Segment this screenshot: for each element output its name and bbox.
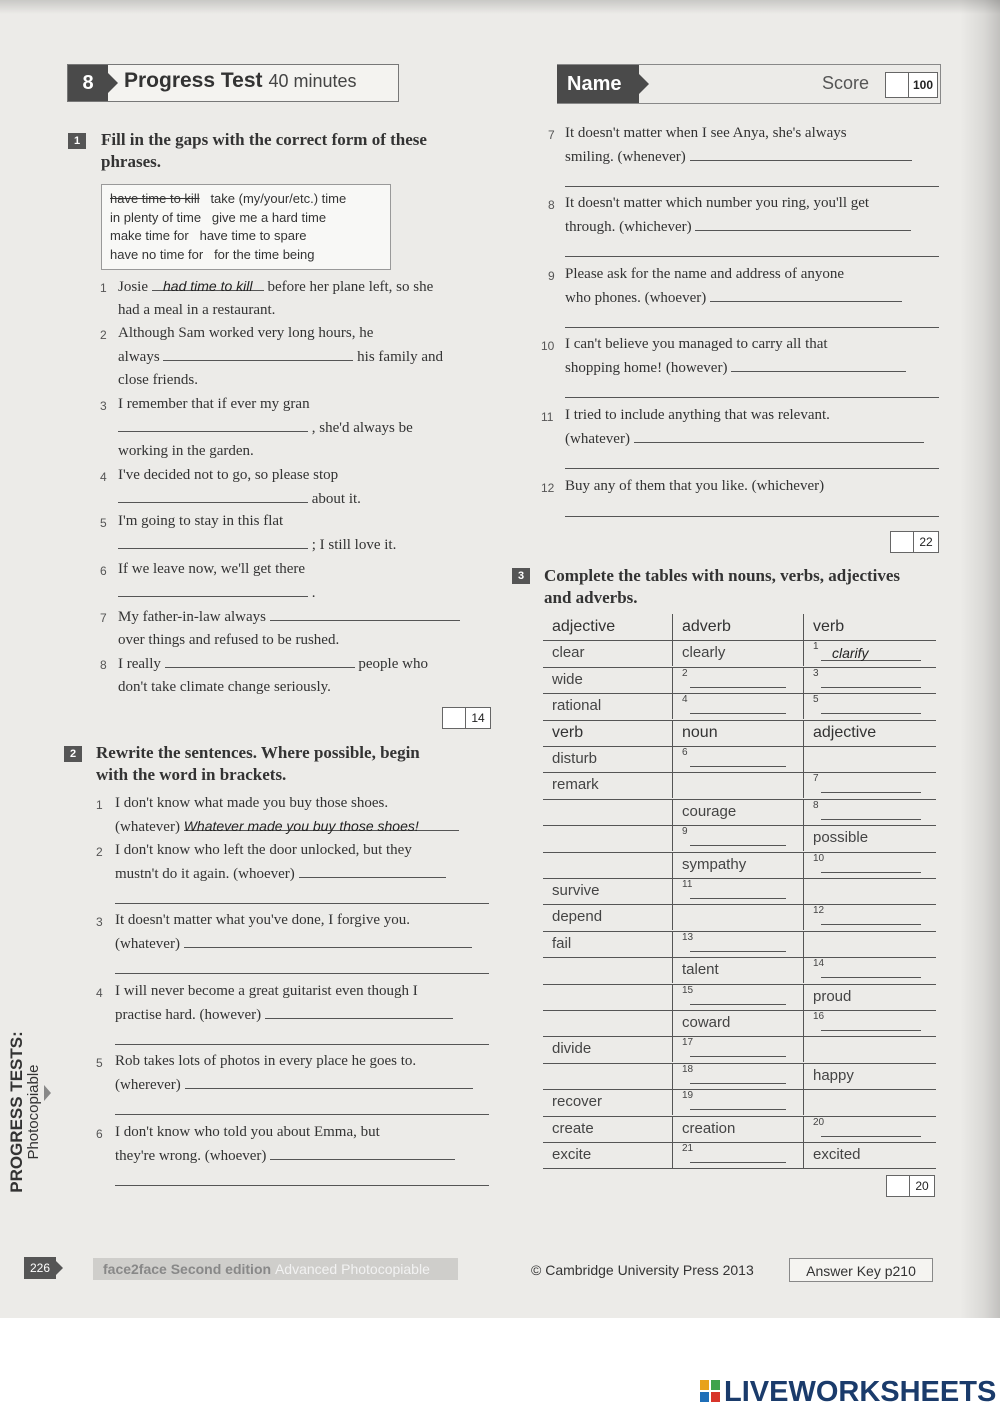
section-1-badge: 1: [68, 133, 86, 149]
section-2-score-total: 22: [913, 531, 939, 553]
table-cell: [803, 1089, 936, 1115]
answer-key-link[interactable]: Answer Key p210: [789, 1258, 933, 1282]
table-cell: [672, 1010, 802, 1036]
gap-number: 21: [682, 1143, 694, 1154]
gap-number: 11: [682, 879, 693, 890]
item-number: 2: [100, 328, 107, 342]
answer-field[interactable]: [821, 792, 921, 793]
table-row: [543, 878, 936, 905]
s2-item-7: It doesn't matter when I see Anya, she's always smiling. (whenever): [565, 122, 912, 169]
item-number: 4: [100, 470, 107, 484]
table-cell-text: remark: [552, 776, 599, 794]
gap-number: 17: [682, 1037, 694, 1049]
answer-field[interactable]: [821, 687, 921, 688]
test-duration: 40 minutes: [268, 71, 357, 91]
gap-number: 19: [682, 1090, 694, 1102]
s1-item-4: I've decided not to go, so please stop about it.: [118, 467, 361, 507]
s2-item-1: I don't know what made you buy those shoes. (whatever) Whatever made you buy those shoes!: [115, 792, 459, 839]
item-number: 5: [100, 516, 107, 530]
table-cell-text: excited: [813, 1146, 861, 1163]
s2-item-9: Please ask for the name and address of anyone who phones. (whoever): [565, 263, 902, 310]
brand-bar: face2face Second edition Advanced Photocopiable: [93, 1258, 458, 1280]
table-cell-text: talent: [682, 961, 719, 979]
example-answer: clarify: [832, 645, 869, 662]
item-number: 4: [96, 986, 103, 1000]
table-row: [543, 1010, 936, 1037]
table-header-cell: verb: [803, 614, 936, 640]
gap-number: 12: [813, 905, 825, 917]
answer-field[interactable]: [118, 487, 308, 503]
answer-field[interactable]: [184, 932, 472, 948]
table-row: [543, 931, 936, 958]
table-row: [543, 693, 936, 720]
table-cell: [543, 799, 671, 825]
table-cell: [672, 825, 802, 851]
table-cell: [803, 825, 936, 851]
page-shadow-edge: [960, 0, 1000, 1318]
item-number: 8: [548, 198, 555, 212]
table-cell: [543, 1010, 671, 1036]
table-cell: [543, 667, 671, 693]
answer-field[interactable]: [690, 1056, 786, 1057]
table-cell-text: depend: [552, 908, 603, 926]
answer-field[interactable]: had time to kill: [152, 275, 264, 291]
answer-field[interactable]: [690, 1162, 786, 1163]
answer-line[interactable]: [115, 1114, 489, 1115]
name-score-header: [557, 64, 941, 104]
table-cell-text: divide: [552, 1040, 592, 1058]
s1-item-2: Although Sam worked very long hours, he always his family and close friends.: [118, 325, 443, 388]
answer-line[interactable]: [565, 256, 939, 257]
table-cell: [803, 931, 936, 957]
table-cell: [672, 799, 802, 825]
gap-number: 10: [813, 852, 825, 864]
table-cell: [543, 1142, 671, 1168]
phrase: have time to spare: [199, 228, 307, 243]
table-cell: [543, 1089, 671, 1115]
answer-field[interactable]: [690, 145, 912, 161]
score-label: Score: [822, 73, 870, 93]
item-number: 6: [96, 1127, 103, 1141]
liveworksheets-watermark: LIVEWORKSHEETS: [724, 1376, 997, 1408]
section-2-instruction: Rewrite the sentences. Where possible, begin with the word in brackets.: [96, 743, 420, 784]
gap-number: 8: [813, 799, 819, 811]
liveworksheets-logo-icon: [700, 1380, 720, 1402]
s2-item-12: Buy any of them that you like. (whichever): [565, 478, 825, 494]
table-cell-text: courage: [682, 802, 737, 820]
table-cell-text: excite: [552, 1146, 592, 1163]
answer-field[interactable]: [690, 766, 786, 767]
phrase: for the time being: [214, 246, 315, 262]
table-cell-text: happy: [813, 1066, 854, 1084]
answer-field[interactable]: [118, 416, 308, 432]
table-cell: [672, 957, 802, 983]
table-row: [543, 957, 936, 984]
answer-field[interactable]: [731, 356, 906, 372]
table-cell: [803, 904, 936, 930]
section-3-score-input[interactable]: [886, 1175, 910, 1197]
section-1-score-input[interactable]: [442, 707, 466, 729]
item-number: 5: [96, 1056, 103, 1070]
phrase: take (my/your/etc.) time: [210, 191, 347, 206]
table-cell-text: coward: [682, 1014, 731, 1031]
item-number: 7: [100, 611, 107, 625]
table-cell: [672, 640, 802, 666]
answer-field[interactable]: [690, 845, 786, 846]
table-cell: [672, 878, 802, 904]
table-cell: [803, 957, 936, 983]
table-cell: [543, 640, 671, 666]
gap-number: 18: [682, 1063, 694, 1075]
table-cell-text: creation: [682, 1119, 736, 1137]
table-row: [543, 1116, 936, 1143]
table-cell: [672, 693, 802, 719]
table-cell: [672, 904, 802, 930]
answer-line[interactable]: [565, 327, 939, 328]
answer-field[interactable]: [690, 713, 786, 714]
answer-field[interactable]: [690, 1083, 786, 1084]
table-row: [543, 640, 936, 667]
phrase: in plenty of time: [110, 209, 202, 225]
answer-field[interactable]: [710, 286, 902, 302]
answer-field[interactable]: [821, 977, 921, 978]
phrase: have no time for: [110, 246, 204, 262]
phrase: give me a hard time: [211, 209, 327, 225]
gap-number: 9: [682, 826, 688, 838]
page-number: 226: [24, 1257, 56, 1279]
phrase: make time for: [110, 228, 189, 243]
item-number: 10: [541, 339, 555, 353]
answer-field[interactable]: [185, 1073, 473, 1089]
copyright: © Cambridge University Press 2013: [531, 1262, 754, 1278]
table-cell: [672, 1036, 802, 1062]
answer-line[interactable]: [565, 186, 939, 187]
table-header-row: [543, 720, 936, 747]
test-header: [67, 64, 399, 102]
table-cell: [543, 1116, 671, 1142]
item-number: 3: [96, 915, 103, 929]
answer-field[interactable]: [270, 1144, 455, 1160]
table-cell: [672, 1142, 802, 1168]
table-cell-text: rational: [552, 697, 602, 715]
item-number: 8: [100, 658, 107, 672]
answer-field[interactable]: Whatever made you buy those shoes!: [184, 815, 459, 831]
gap-number: 2: [682, 667, 688, 679]
answer-field[interactable]: [163, 345, 353, 361]
answer-line[interactable]: [565, 516, 939, 517]
table-row: [543, 852, 936, 879]
table-cell: [543, 693, 671, 719]
s2-item-10: I can't believe you managed to carry all that shopping home! (however): [565, 333, 906, 380]
page-shadow-top: [0, 0, 1000, 14]
gap-number: 6: [682, 747, 688, 758]
section-3-instruction: Complete the tables with nouns, verbs, adjectives and adverbs.: [544, 566, 901, 607]
table-header-cell: adjective: [552, 618, 616, 635]
s2-item-2: I don't know who left the door unlocked, but they mustn't do it again. (whoever): [115, 839, 446, 886]
table-cell-text: possible: [813, 829, 869, 847]
item-number: 1: [96, 798, 103, 812]
answer-field[interactable]: [299, 862, 446, 878]
section-2-score-input[interactable]: [890, 531, 914, 553]
table-cell-text: create: [552, 1119, 594, 1137]
gap-number: 20: [813, 1116, 825, 1128]
item-number: 9: [548, 269, 555, 283]
table-cell: [803, 984, 936, 1010]
table-cell: [672, 984, 802, 1010]
gap-number: 3: [813, 667, 819, 679]
phrase-box: [101, 184, 391, 270]
table-row: [543, 746, 936, 773]
gap-number: 7: [813, 773, 819, 785]
table-cell: [803, 1010, 936, 1036]
table-cell: [672, 772, 802, 798]
name-label: Name: [557, 65, 639, 103]
table-cell: [803, 746, 936, 772]
table-cell-text: sympathy: [682, 855, 747, 873]
table-cell-text: disturb: [552, 750, 598, 767]
answer-field[interactable]: [690, 898, 786, 899]
table-cell: [803, 667, 936, 693]
item-number: 12: [541, 481, 555, 495]
gap-number: 15: [682, 984, 694, 996]
s2-item-11: I tried to include anything that was relevant. (whatever): [565, 404, 924, 451]
gap-number: 16: [813, 1011, 825, 1022]
table-cell-text: survive: [552, 882, 600, 899]
table-cell: [803, 1063, 936, 1089]
table-row: [543, 1089, 936, 1116]
notch-icon: [44, 1085, 51, 1101]
table-cell: [803, 772, 936, 798]
table-cell-text: clearly: [682, 644, 726, 662]
item-number: 2: [96, 845, 103, 859]
table-cell: [672, 667, 802, 693]
s1-item-3: I remember that if ever my gran , she'd always be working in the garden.: [118, 396, 413, 459]
item-number: 1: [100, 281, 107, 295]
s2-item-4: I will never become a great guitarist even though I practise hard. (however): [115, 980, 453, 1027]
section-3-score-total: 20: [909, 1175, 935, 1197]
sidebar-label: PROGRESS TESTS: Photocopiable: [7, 1031, 42, 1193]
answer-line[interactable]: [565, 397, 939, 398]
table-row: [543, 1036, 936, 1063]
arrow-right-icon: [108, 73, 118, 93]
item-number: 11: [541, 410, 554, 424]
score-input-box[interactable]: [885, 72, 909, 98]
arrow-right-icon: [639, 74, 649, 94]
section-3-badge: 3: [512, 568, 530, 584]
s1-item-8: I really people who don't take climate change seriously.: [118, 652, 428, 699]
table-cell: [543, 852, 671, 878]
table-cell: [543, 957, 671, 983]
answer-field[interactable]: [695, 215, 911, 231]
item-number: 3: [100, 399, 107, 413]
table-cell: [543, 825, 671, 851]
answer-field[interactable]: [118, 581, 308, 597]
table-header-row: [543, 614, 936, 641]
table-header-cell: noun: [672, 720, 802, 746]
table-cell: [803, 640, 936, 666]
answer-field[interactable]: [265, 1003, 453, 1019]
s2-item-3: It doesn't matter what you've done, I forgive you. (whatever): [115, 909, 472, 956]
table-cell: [672, 852, 802, 878]
arrow-right-icon: [56, 1261, 63, 1275]
gap-number: 5: [813, 694, 819, 706]
answer-line[interactable]: [115, 973, 489, 974]
table-cell: [672, 746, 802, 772]
table-cell: [803, 1142, 936, 1168]
answer-field[interactable]: [821, 1136, 921, 1137]
section-2-badge: 2: [64, 746, 82, 762]
table-cell: [543, 1063, 671, 1089]
table-cell-text: wide: [552, 670, 583, 688]
answer-line[interactable]: [565, 468, 939, 469]
table-cell: [672, 1089, 802, 1115]
answer-line[interactable]: [115, 1044, 489, 1045]
table-cell: [672, 1116, 802, 1142]
table-cell-text: fail: [552, 934, 572, 952]
table-cell: [803, 878, 936, 904]
table-row: [543, 799, 936, 826]
answer-field[interactable]: [821, 1030, 921, 1031]
answer-field[interactable]: [690, 687, 786, 688]
sidebar-tab: [0, 1000, 44, 1210]
table-row: [543, 904, 936, 931]
table-cell: [543, 904, 671, 930]
answer-field[interactable]: [821, 713, 921, 714]
s2-item-6: I don't know who told you about Emma, but they're wrong. (whoever): [115, 1121, 455, 1168]
phrase-used: have time to kill: [110, 191, 200, 206]
gap-number: 13: [682, 931, 694, 943]
answer-field[interactable]: [821, 819, 921, 820]
item-number: 7: [548, 128, 555, 142]
table-row: [543, 772, 936, 799]
table-header-cell: adverb: [672, 614, 802, 640]
table-row: [543, 984, 936, 1011]
answer-field[interactable]: [821, 872, 921, 873]
answer-field[interactable]: [690, 1004, 786, 1005]
gap-number: 14: [813, 958, 825, 970]
score-total: 100: [908, 72, 938, 98]
table-cell: [803, 693, 936, 719]
table-cell: [543, 984, 671, 1010]
answer-field[interactable]: [690, 1109, 786, 1110]
s1-item-6: If we leave now, we'll get there .: [118, 561, 316, 601]
s2-item-5: Rob takes lots of photos in every place he goes to. (wherever): [115, 1050, 473, 1097]
s1-item-7: My father-in-law always over things and refused to be rushed.: [118, 605, 460, 652]
table-cell: [543, 878, 671, 904]
gap-number: 4: [682, 694, 688, 706]
section-1-score-total: 14: [465, 707, 491, 729]
table-cell: [803, 852, 936, 878]
table-cell: [543, 1036, 671, 1062]
answer-line[interactable]: [115, 903, 489, 904]
table-header-cell: verb: [552, 723, 584, 741]
answer-field[interactable]: [270, 605, 460, 621]
s1-item-5: I'm going to stay in this flat ; I still love it.: [118, 513, 397, 553]
answer-field[interactable]: [165, 652, 355, 668]
table-cell-text: proud: [813, 987, 852, 1005]
table-cell: [803, 1116, 936, 1142]
answer-field[interactable]: [118, 533, 308, 549]
table-row: [543, 825, 936, 852]
section-1-instruction: Fill in the gaps with the correct form of these phrases.: [101, 130, 427, 171]
test-number: 8: [68, 65, 108, 101]
answer-line[interactable]: [115, 1185, 489, 1186]
item-number: 6: [100, 564, 107, 578]
table-row: [543, 1063, 936, 1090]
table-cell-text: recover: [552, 1093, 603, 1111]
table-header-cell: adjective: [803, 720, 936, 746]
table-cell: [803, 799, 936, 825]
table-cell: [543, 931, 671, 957]
table-row: [543, 667, 936, 694]
s1-item-1: Josie had time to kill before her plane left, so she had a meal in a restaurant.: [118, 275, 433, 322]
table-cell: [543, 746, 671, 772]
table-cell-text: clear: [552, 644, 585, 662]
answer-field[interactable]: [821, 924, 921, 925]
test-title: Progress Test 40 minutes: [124, 69, 357, 92]
table-row: [543, 1142, 936, 1169]
s2-item-8: It doesn't matter which number you ring, you'll get through. (whichever): [565, 192, 911, 239]
table-cell: [803, 1036, 936, 1062]
table-cell: [672, 1063, 802, 1089]
table-cell: [543, 772, 671, 798]
answer-field[interactable]: [690, 951, 786, 952]
answer-field[interactable]: [634, 427, 924, 443]
gap-number: 1: [813, 641, 819, 653]
table-cell: [672, 931, 802, 957]
